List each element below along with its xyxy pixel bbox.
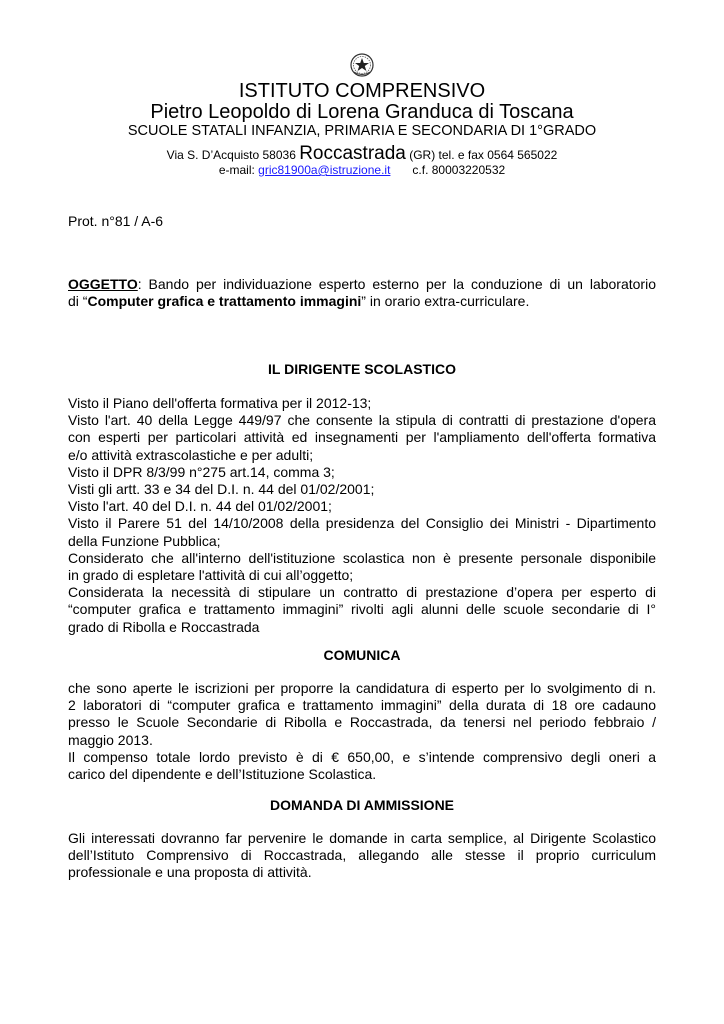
comunica-line: Il compenso totale lordo previsto è di € 650,00, e s’intende comprensivo degli oneri a [68,748,656,765]
comunica-line: maggio 2013. [68,731,153,748]
visto-line: Visto il DPR 8/3/99 n°275 art.14, comma 3; [68,463,335,480]
subject-label: OGGETTO [68,276,138,292]
visto-line: in grado di espletare l'attività di cui all’oggetto; [68,567,354,584]
subject-line-2 [68,293,656,310]
subject-text: : Bando per individuazione esperto esterno per la conduzione di un laboratorio [137,276,656,292]
comunica-line: carico del dipendente e dell’Istituzione Scolastica. [68,766,377,783]
school-name: Pietro Leopoldo di Lorena Granduca di Toscana [150,101,574,123]
comunica-line: che sono aperte le iscrizioni per proporre la candidatura di esperto per lo svolgimento di n. [68,680,656,696]
subject-line-2-post: ” in orario extra-curriculare. [361,293,530,310]
visto-line: Considerata la necessità di stipulare un contratto di prestazione d’opera per esperto di [68,584,656,601]
visto-line: con esperti per particolari attività ed insegnamenti per l'ampliamento dell'offerta formativa [68,429,656,446]
subject-line-2-pre: di “ [68,293,88,310]
visto-section [68,395,656,636]
visto-line: “computer grafica e trattamento immagini” rivolti agli alunni delle scuole secondarie di I° [68,601,656,618]
address-phone: (GR) tel. e fax 0564 565022 [405,148,558,162]
heading-comunica: COMUNICA [323,647,401,663]
contact-line [0,163,724,177]
domanda-line: dell’Istituto Comprensivo di Roccastrada, allegando alle stesse il proprio curriculum [68,847,656,864]
visto-line: Visto il Parere 51 del 14/10/2008 della presidenza del Consiglio dei Ministri - Dipartimento [68,515,656,532]
comunica-line: 2 laboratori di “computer grafica e trattamento immagini” della durata di 18 ore cadauno [68,697,656,714]
republic-emblem-icon [349,52,375,78]
address-city: Roccastrada [299,143,406,164]
domanda-line: professionale e una proposta di attività. [68,864,312,881]
address-line [0,143,724,165]
visto-line: Visto l'art. 40 del D.I. n. 44 del 01/02/2001; [68,498,332,515]
heading-dirigente: IL DIRIGENTE SCOLASTICO [268,361,456,377]
visto-line: Visti gli artt. 33 e 34 del D.I. n. 44 del 01/02/2001; [68,481,375,498]
visto-line: grado di Ribolla e Roccastrada [68,618,260,635]
domanda-section [68,830,656,882]
subject-line-1 [68,276,656,293]
comunica-line: presso le Scuole Secondarie di Ribolla e Roccastrada, da tenersi nel periodo febbraio / [68,714,656,731]
visto-line: Visto l'art. 40 della Legge 449/97 che consente la stipula di contratti di prestazione d'opera [68,412,656,429]
comunica-section [68,680,656,783]
fiscal-code: c.f. 80003220532 [412,163,506,177]
address-street: Via S. D’Acquisto 58036 [166,148,300,162]
protocol-number: Prot. n°81 / A-6 [68,213,164,229]
visto-line: Visto il Piano dell'offerta formativa per il 2012-13; [68,395,372,411]
heading-domanda: DOMANDA DI AMMISSIONE [269,797,455,813]
email-label: e-mail: [218,163,259,177]
schools-subtitle: SCUOLE STATALI INFANZIA, PRIMARIA E SECONDARIA DI 1°GRADO [127,123,597,139]
visto-line: e/o attività extrascolastiche e per adulti; [68,446,314,463]
domanda-line: Gli interessati dovranno far pervenire le domande in carta semplice, al Dirigente Scolastico [68,830,656,846]
visto-line: Considerato che all'interno dell'istituzione scolastica non è presente personale disponibile [68,549,656,566]
email-link[interactable]: gric81900a@istruzione.it [258,163,391,177]
institute-title: ISTITUTO COMPRENSIVO [238,80,486,102]
subject-block [68,276,656,310]
course-name: Computer grafica e trattamento immagini [87,293,362,310]
visto-line: della Funzione Pubblica; [68,532,221,549]
